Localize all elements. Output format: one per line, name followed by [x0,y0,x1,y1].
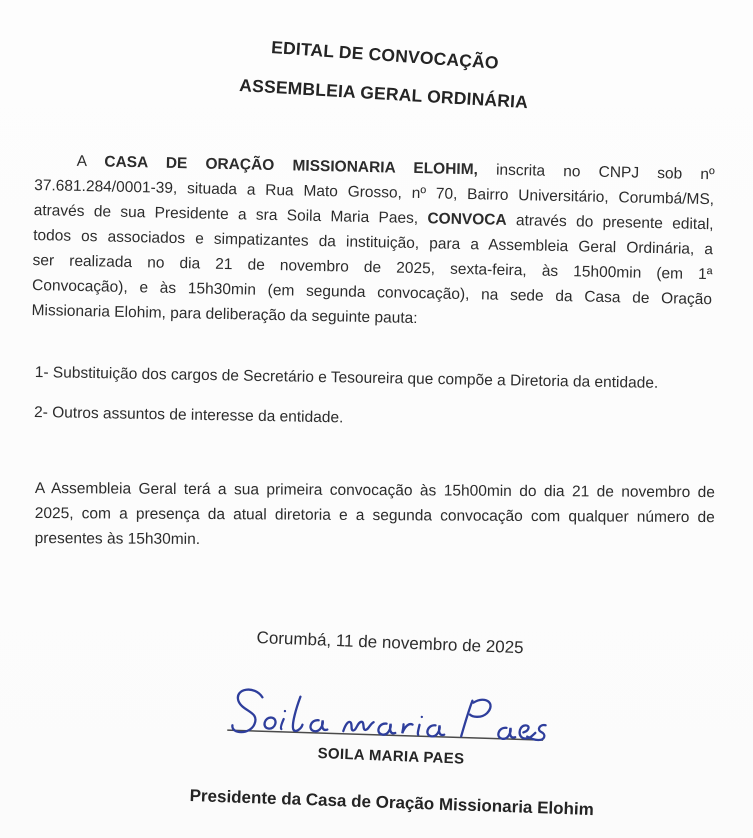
agenda-list [34,360,725,437]
text-segment: através de sua Presidente a sra Soila Maria Paes, [33,201,428,228]
text-segment: 37.681.284/0001-39, situada a Rua Mato Grosso, nº 70, Bairro Universitário, Corumbá/MS, [34,176,715,209]
text-segment: A [76,152,105,171]
text-segment: inscrita no CNPJ sob nº [477,161,715,184]
document-subtitle: ASSEMBLEIA GERAL ORDINÁRIA [238,75,529,113]
opening-paragraph [31,148,715,337]
signatory-role: Presidente da Casa de Oração Missionaria Elohim [189,786,595,820]
text-segment: todos os associados e simpatizantes da instituição, para a Assembleia Geral Ordinária, a [32,226,714,259]
place-and-date-line: Corumbá, 11 de novembro de 2025 [256,628,524,658]
bold-text-segment: CONVOCA [427,210,507,229]
handwritten-signature-image [223,680,555,751]
agenda-item [35,360,725,397]
agenda-item [34,400,724,437]
text-segment: Convocação), e às 15h30min (em segunda convocação), na sede da Casa de Oração [31,276,713,309]
text-segment: através do presente edital, [506,211,714,234]
signatory-name: SOILA MARIA PAES [317,745,465,768]
closing-paragraph [35,476,715,555]
text-segment: 1- Substituição dos cargos de Secretário e Tesoureira que compõe a Diretoria da entidade. [34,363,659,392]
paragraph-line [35,526,715,555]
bold-text-segment: CASA DE ORAÇÃO MISSIONARIA ELOHIM, [104,153,479,179]
text-segment: A Assembleia Geral terá a sua primeira convocação às 15h00min do dia 21 de novembro de [34,479,715,502]
text-segment: Missionaria Elohim, para deliberação da seguinte pauta: [31,301,418,328]
text-segment: ser realizada no dia 21 de novembro de 2025, sexta-feira, às 15h00min (em 1ª [32,251,713,284]
document-title: EDITAL DE CONVOCAÇÃO [270,37,500,73]
text-segment: presentes às 15h30min. [34,529,201,549]
text-segment: 2025, com a presença da atual diretoria e a segunda convocação com qualquer número de [34,504,715,527]
text-segment: 2- Outros assuntos de interesse da entidade. [33,403,344,427]
